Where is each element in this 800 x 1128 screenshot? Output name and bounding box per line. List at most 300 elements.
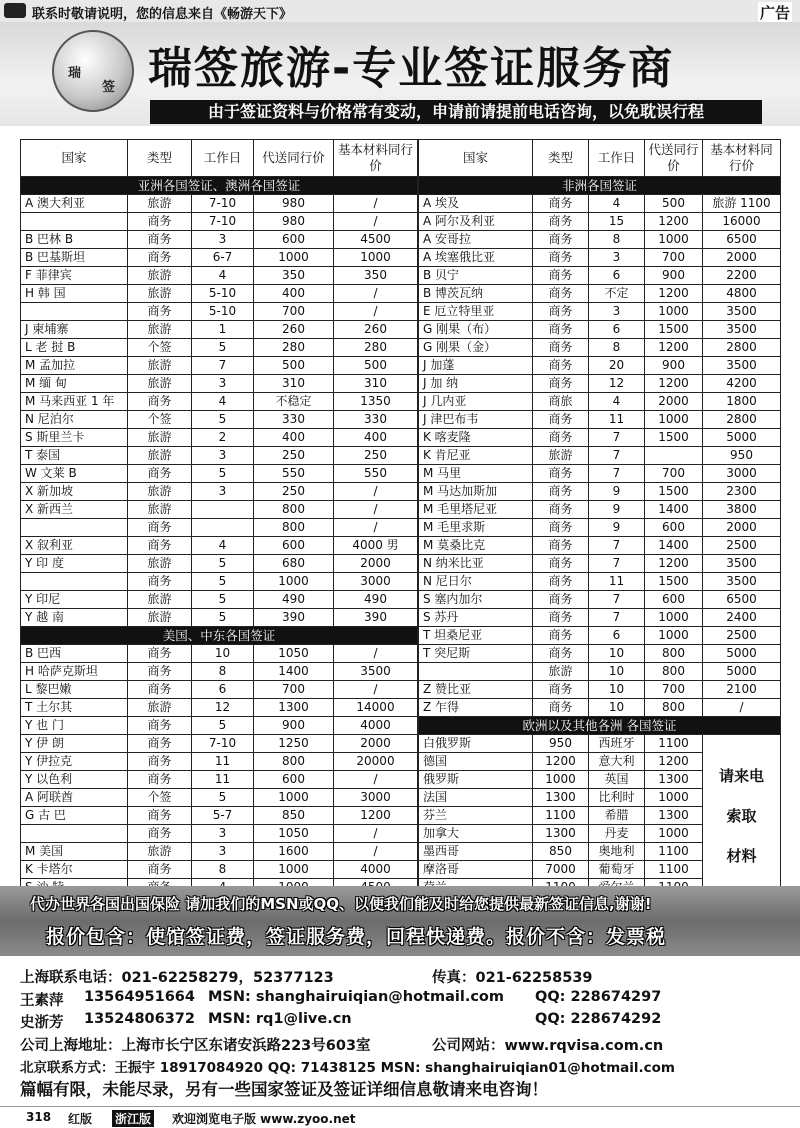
value-cell: 390: [334, 609, 418, 627]
value-cell: 500: [334, 357, 418, 375]
value-cell: 4000: [334, 717, 418, 735]
value-cell: 280: [334, 339, 418, 357]
table-row: [21, 591, 418, 609]
value-cell: 1200: [645, 339, 703, 357]
value-cell: /: [334, 483, 418, 501]
country-cell: Y 也 门: [21, 717, 128, 735]
value-cell: 旅游: [128, 321, 192, 339]
table-row: [419, 555, 781, 573]
table-row: [419, 681, 781, 699]
value-cell: 500: [254, 357, 334, 375]
value-cell: 旅游: [128, 699, 192, 717]
value-cell: 1250: [254, 735, 334, 753]
value-cell: 850: [533, 843, 589, 861]
country-cell: [419, 663, 533, 681]
value-cell: 4: [589, 195, 645, 213]
value-cell: 商务: [128, 537, 192, 555]
country-cell: [21, 825, 128, 843]
value-cell: 1600: [254, 843, 334, 861]
value-cell: 550: [254, 465, 334, 483]
value-cell: 8: [192, 663, 254, 681]
value-cell: 600: [254, 771, 334, 789]
value-cell: 9: [589, 483, 645, 501]
country-cell: A 澳大利亚: [21, 195, 128, 213]
value-cell: 5: [192, 411, 254, 429]
value-cell: 2800: [703, 339, 781, 357]
value-cell: 980: [254, 213, 334, 231]
value-cell: 3: [192, 375, 254, 393]
table-row: [21, 429, 418, 447]
country-cell: 葡萄牙: [589, 861, 645, 879]
value-cell: 商务: [128, 771, 192, 789]
value-cell: 6-7: [192, 249, 254, 267]
country-cell: 德国: [419, 753, 533, 771]
value-cell: 11: [192, 771, 254, 789]
left-visa-table: [20, 139, 418, 897]
table-row: [21, 699, 418, 717]
value-cell: 900: [254, 717, 334, 735]
value-cell: 4800: [703, 285, 781, 303]
table-row: [419, 699, 781, 717]
table-row: [21, 771, 418, 789]
table-row: [21, 483, 418, 501]
table-row: [21, 645, 418, 663]
value-cell: 1000: [645, 627, 703, 645]
value-cell: 1000: [254, 861, 334, 879]
contact-section: [0, 960, 800, 1100]
value-cell: 商务: [533, 231, 589, 249]
value-cell: 700: [645, 249, 703, 267]
value-cell: 250: [254, 483, 334, 501]
value-cell: 310: [254, 375, 334, 393]
value-cell: 1000: [645, 231, 703, 249]
table-header-row: [419, 140, 781, 177]
value-cell: 1000: [533, 771, 589, 789]
emblem-char-2: 签: [102, 80, 116, 95]
value-cell: 个签: [128, 339, 192, 357]
value-cell: 个签: [128, 789, 192, 807]
value-cell: 7-10: [192, 735, 254, 753]
value-cell: 商旅: [533, 393, 589, 411]
value-cell: 商务: [128, 825, 192, 843]
page-title: 瑞签旅游-专业签证服务商: [148, 43, 675, 94]
value-cell: 2000: [334, 735, 418, 753]
value-cell: 1500: [645, 573, 703, 591]
table-row: [419, 591, 781, 609]
value-cell: 5-7: [192, 807, 254, 825]
value-cell: /: [334, 285, 418, 303]
value-cell: 9: [589, 501, 645, 519]
value-cell: 4: [589, 393, 645, 411]
value-cell: 260: [334, 321, 418, 339]
country-cell: 意大利: [589, 753, 645, 771]
value-cell: 5: [192, 609, 254, 627]
contact-2-phone: 13524806372: [84, 1011, 195, 1027]
table-row: [21, 357, 418, 375]
value-cell: 2500: [703, 537, 781, 555]
value-cell: 950: [533, 735, 589, 753]
value-cell: 商务: [533, 375, 589, 393]
value-cell: 1200: [645, 213, 703, 231]
country-cell: T 坦桑尼亚: [419, 627, 533, 645]
value-cell: 商务: [533, 681, 589, 699]
country-cell: T 突尼斯: [419, 645, 533, 663]
country-cell: M 马来西亚 1 年: [21, 393, 128, 411]
value-cell: 1200: [645, 375, 703, 393]
value-cell: 800: [645, 699, 703, 717]
subtitle-banner: 由于签证资料与价格常有变动，申请前请提前电话咨询，以免耽误行程: [150, 100, 762, 124]
value-cell: 5000: [703, 663, 781, 681]
country-cell: 丹麦: [589, 825, 645, 843]
value-cell: 700: [254, 303, 334, 321]
col-type: 类型: [533, 140, 589, 177]
table-row: [419, 609, 781, 627]
value-cell: 1400: [254, 663, 334, 681]
value-cell: 1000: [645, 789, 703, 807]
table-row: [21, 231, 418, 249]
value-cell: 商务: [128, 663, 192, 681]
top-strip: [0, 0, 800, 23]
value-cell: 7: [589, 429, 645, 447]
value-cell: 7: [192, 357, 254, 375]
value-cell: 8: [589, 339, 645, 357]
country-cell: B 巴基斯坦: [21, 249, 128, 267]
table-row: [419, 285, 781, 303]
value-cell: 商务: [533, 267, 589, 285]
value-cell: 700: [645, 681, 703, 699]
value-cell: 3500: [703, 303, 781, 321]
value-cell: 6500: [703, 591, 781, 609]
table-row: [21, 267, 418, 285]
value-cell: 3: [589, 249, 645, 267]
value-cell: 个签: [128, 411, 192, 429]
table-row: [21, 807, 418, 825]
value-cell: 850: [254, 807, 334, 825]
section-title: 亚洲各国签证、澳洲各国签证: [21, 177, 418, 195]
value-cell: 800: [254, 753, 334, 771]
country-cell: B 贝宁: [419, 267, 533, 285]
value-cell: 商务: [533, 429, 589, 447]
col-days: 工作日: [589, 140, 645, 177]
value-cell: 10: [589, 663, 645, 681]
value-cell: 商务: [533, 519, 589, 537]
value-cell: 5: [192, 573, 254, 591]
insurance-note: 代办世界各国出国保险 请加我们的MSN或QQ、以便我们能及时给您提供最新签证信息,谢谢!: [30, 895, 652, 913]
country-cell: J 加 纳: [419, 375, 533, 393]
value-cell: 1100: [645, 735, 703, 753]
value-cell: 1000: [254, 789, 334, 807]
table-row: [419, 231, 781, 249]
value-cell: 7: [589, 555, 645, 573]
col-country: 国家: [21, 140, 128, 177]
value-cell: /: [334, 303, 418, 321]
value-cell: 4: [192, 393, 254, 411]
value-cell: 3: [192, 231, 254, 249]
value-cell: /: [334, 213, 418, 231]
value-cell: 2200: [703, 267, 781, 285]
value-cell: 600: [254, 537, 334, 555]
country-cell: J 几内亚: [419, 393, 533, 411]
country-cell: Z 赞比亚: [419, 681, 533, 699]
value-cell: 20000: [334, 753, 418, 771]
value-cell: 6: [589, 267, 645, 285]
value-cell: 10: [589, 645, 645, 663]
value-cell: 1300: [645, 807, 703, 825]
value-cell: 商务: [533, 591, 589, 609]
country-cell: B 巴林 B: [21, 231, 128, 249]
table-row: [21, 501, 418, 519]
country-cell: J 津巴布韦: [419, 411, 533, 429]
value-cell: 商务: [533, 411, 589, 429]
country-cell: Y 印 度: [21, 555, 128, 573]
value-cell: 商务: [533, 321, 589, 339]
value-cell: 商务: [128, 681, 192, 699]
value-cell: 20: [589, 357, 645, 375]
table-row: [419, 447, 781, 465]
value-cell: 390: [254, 609, 334, 627]
value-cell: 商务: [533, 699, 589, 717]
value-cell: 旅游: [128, 357, 192, 375]
col-price: 代送同行价: [254, 140, 334, 177]
value-cell: 9: [589, 519, 645, 537]
table-row: [21, 735, 418, 753]
value-cell: 1300: [533, 825, 589, 843]
country-cell: M 马达加斯加: [419, 483, 533, 501]
table-row: [21, 249, 418, 267]
value-cell: 5: [192, 555, 254, 573]
table-row: [21, 519, 418, 537]
table-row: [21, 861, 418, 879]
value-cell: /: [334, 771, 418, 789]
value-cell: 3: [589, 303, 645, 321]
value-cell: 2000: [703, 249, 781, 267]
country-cell: Y 伊拉克: [21, 753, 128, 771]
country-cell: Y 以色利: [21, 771, 128, 789]
value-cell: 1050: [254, 825, 334, 843]
table-row: [419, 321, 781, 339]
value-cell: 280: [254, 339, 334, 357]
source-note: 联系时敬请说明，您的信息来自《畅游天下》: [32, 7, 293, 22]
value-cell: 1000: [254, 573, 334, 591]
value-cell: 3: [192, 843, 254, 861]
value-cell: 1050: [254, 645, 334, 663]
table-row: [21, 213, 418, 231]
value-cell: 2300: [703, 483, 781, 501]
value-cell: 旅游 1100: [703, 195, 781, 213]
table-row: [419, 267, 781, 285]
country-cell: A 阿联酋: [21, 789, 128, 807]
value-cell: 7-10: [192, 213, 254, 231]
value-cell: 15: [589, 213, 645, 231]
country-cell: 加拿大: [419, 825, 533, 843]
table-row: [21, 609, 418, 627]
value-cell: 1200: [533, 753, 589, 771]
call-line: 请来电: [718, 766, 764, 785]
table-row: [419, 465, 781, 483]
value-cell: 6: [192, 681, 254, 699]
ad-badge: 广告: [759, 4, 790, 22]
table-row: [21, 681, 418, 699]
value-cell: 800: [254, 501, 334, 519]
col-type: 类型: [128, 140, 192, 177]
value-cell: 4200: [703, 375, 781, 393]
country-cell: G 刚果（布）: [419, 321, 533, 339]
country-cell: 法国: [419, 789, 533, 807]
country-cell: [21, 573, 128, 591]
table-row: [419, 663, 781, 681]
value-cell: 800: [254, 519, 334, 537]
value-cell: 旅游: [128, 609, 192, 627]
value-cell: 商务: [128, 645, 192, 663]
table-row: [21, 753, 418, 771]
value-cell: [192, 501, 254, 519]
value-cell: 旅游: [128, 285, 192, 303]
value-cell: 900: [645, 267, 703, 285]
value-cell: 16000: [703, 213, 781, 231]
value-cell: 4: [192, 267, 254, 285]
country-cell: M 毛里求斯: [419, 519, 533, 537]
region-label: 浙江版: [112, 1110, 154, 1127]
table-row: [419, 411, 781, 429]
country-cell: X 叙利亚: [21, 537, 128, 555]
value-cell: 商务: [128, 861, 192, 879]
col-price: 代送同行价: [645, 140, 703, 177]
value-cell: 1400: [645, 537, 703, 555]
value-cell: 2800: [703, 411, 781, 429]
page-number: 318: [26, 1110, 52, 1124]
value-cell: 商务: [128, 807, 192, 825]
value-cell: 700: [254, 681, 334, 699]
country-cell: N 尼泊尔: [21, 411, 128, 429]
value-cell: 商务: [128, 231, 192, 249]
value-cell: 4000: [334, 861, 418, 879]
value-cell: 7: [589, 609, 645, 627]
value-cell: 1350: [334, 393, 418, 411]
value-cell: 2: [192, 429, 254, 447]
table-row: [21, 717, 418, 735]
value-cell: 3500: [703, 357, 781, 375]
country-cell: 墨西哥: [419, 843, 533, 861]
value-cell: 3500: [334, 663, 418, 681]
table-row: [419, 483, 781, 501]
value-cell: 旅游: [128, 591, 192, 609]
value-cell: 1800: [703, 393, 781, 411]
table-header-row: [21, 140, 418, 177]
country-cell: E 厄立特里亚: [419, 303, 533, 321]
value-cell: 5: [192, 339, 254, 357]
value-cell: 11: [589, 573, 645, 591]
value-cell: 500: [645, 195, 703, 213]
value-cell: 1000: [645, 411, 703, 429]
table-row: [419, 573, 781, 591]
value-cell: 商务: [128, 393, 192, 411]
value-cell: 3500: [703, 573, 781, 591]
value-cell: 5: [192, 717, 254, 735]
value-cell: 3: [192, 447, 254, 465]
value-cell: 旅游: [533, 447, 589, 465]
value-cell: 商务: [128, 717, 192, 735]
country-cell: Y 伊 朗: [21, 735, 128, 753]
value-cell: 14000: [334, 699, 418, 717]
country-cell: [21, 213, 128, 231]
contact-2-qq: QQ: 228674292: [535, 1011, 662, 1027]
value-cell: 旅游: [128, 483, 192, 501]
value-cell: 7000: [533, 861, 589, 879]
value-cell: 1400: [645, 501, 703, 519]
country-cell: 西班牙: [589, 735, 645, 753]
value-cell: 旅游: [128, 843, 192, 861]
value-cell: 3: [192, 483, 254, 501]
country-cell: 奥地利: [589, 843, 645, 861]
value-cell: 商务: [533, 249, 589, 267]
value-cell: 3500: [703, 321, 781, 339]
country-cell: X 新加坡: [21, 483, 128, 501]
col-basic: 基本材料同行价: [334, 140, 418, 177]
table-row: [21, 789, 418, 807]
value-cell: 2500: [703, 627, 781, 645]
value-cell: 5-10: [192, 303, 254, 321]
closing-note: 篇幅有限，未能尽录，另有一些国家签证及签证详细信息敬请来电咨询！: [20, 1080, 548, 1099]
country-cell: 希腊: [589, 807, 645, 825]
table-row: [21, 195, 418, 213]
value-cell: 310: [334, 375, 418, 393]
value-cell: 12: [192, 699, 254, 717]
table-row: [21, 447, 418, 465]
value-cell: 2100: [703, 681, 781, 699]
contact-2-name: 史浙芳: [20, 1015, 64, 1031]
value-cell: 商务: [533, 501, 589, 519]
value-cell: 商务: [533, 465, 589, 483]
value-cell: 800: [645, 663, 703, 681]
value-cell: 330: [254, 411, 334, 429]
country-cell: 摩洛哥: [419, 861, 533, 879]
value-cell: 3000: [334, 573, 418, 591]
country-cell: J 柬埔寨: [21, 321, 128, 339]
value-cell: 1100: [645, 843, 703, 861]
value-cell: 商务: [533, 573, 589, 591]
country-cell: M 马里: [419, 465, 533, 483]
table-row: [419, 735, 781, 753]
right-visa-table: [418, 139, 781, 897]
value-cell: 1100: [533, 807, 589, 825]
value-cell: 商务: [533, 339, 589, 357]
country-cell: G 刚果（金）: [419, 339, 533, 357]
country-cell: K 肯尼亚: [419, 447, 533, 465]
beijing-contact: 北京联系方式：王振宇 18917084920 QQ: 71438125 MSN: shanghairuiqian01@hotmail.com: [20, 1060, 675, 1076]
value-cell: 330: [334, 411, 418, 429]
country-cell: K 卡塔尔: [21, 861, 128, 879]
value-cell: 1300: [533, 789, 589, 807]
value-cell: 5000: [703, 645, 781, 663]
value-cell: /: [334, 519, 418, 537]
emblem-char-1: 瑞: [68, 66, 82, 81]
table-row: [419, 303, 781, 321]
country-cell: W 文莱 B: [21, 465, 128, 483]
call-line: 材料: [726, 846, 757, 865]
value-cell: /: [334, 195, 418, 213]
value-cell: 商务: [533, 213, 589, 231]
value-cell: 980: [254, 195, 334, 213]
value-cell: 900: [645, 357, 703, 375]
table-row: [419, 627, 781, 645]
value-cell: 商务: [128, 573, 192, 591]
value-cell: 商务: [533, 609, 589, 627]
value-cell: /: [334, 825, 418, 843]
value-cell: 7: [589, 447, 645, 465]
value-cell: 400: [334, 429, 418, 447]
value-cell: 600: [645, 519, 703, 537]
contact-1-msn: MSN: shanghairuiqian@hotmail.com: [208, 989, 504, 1005]
